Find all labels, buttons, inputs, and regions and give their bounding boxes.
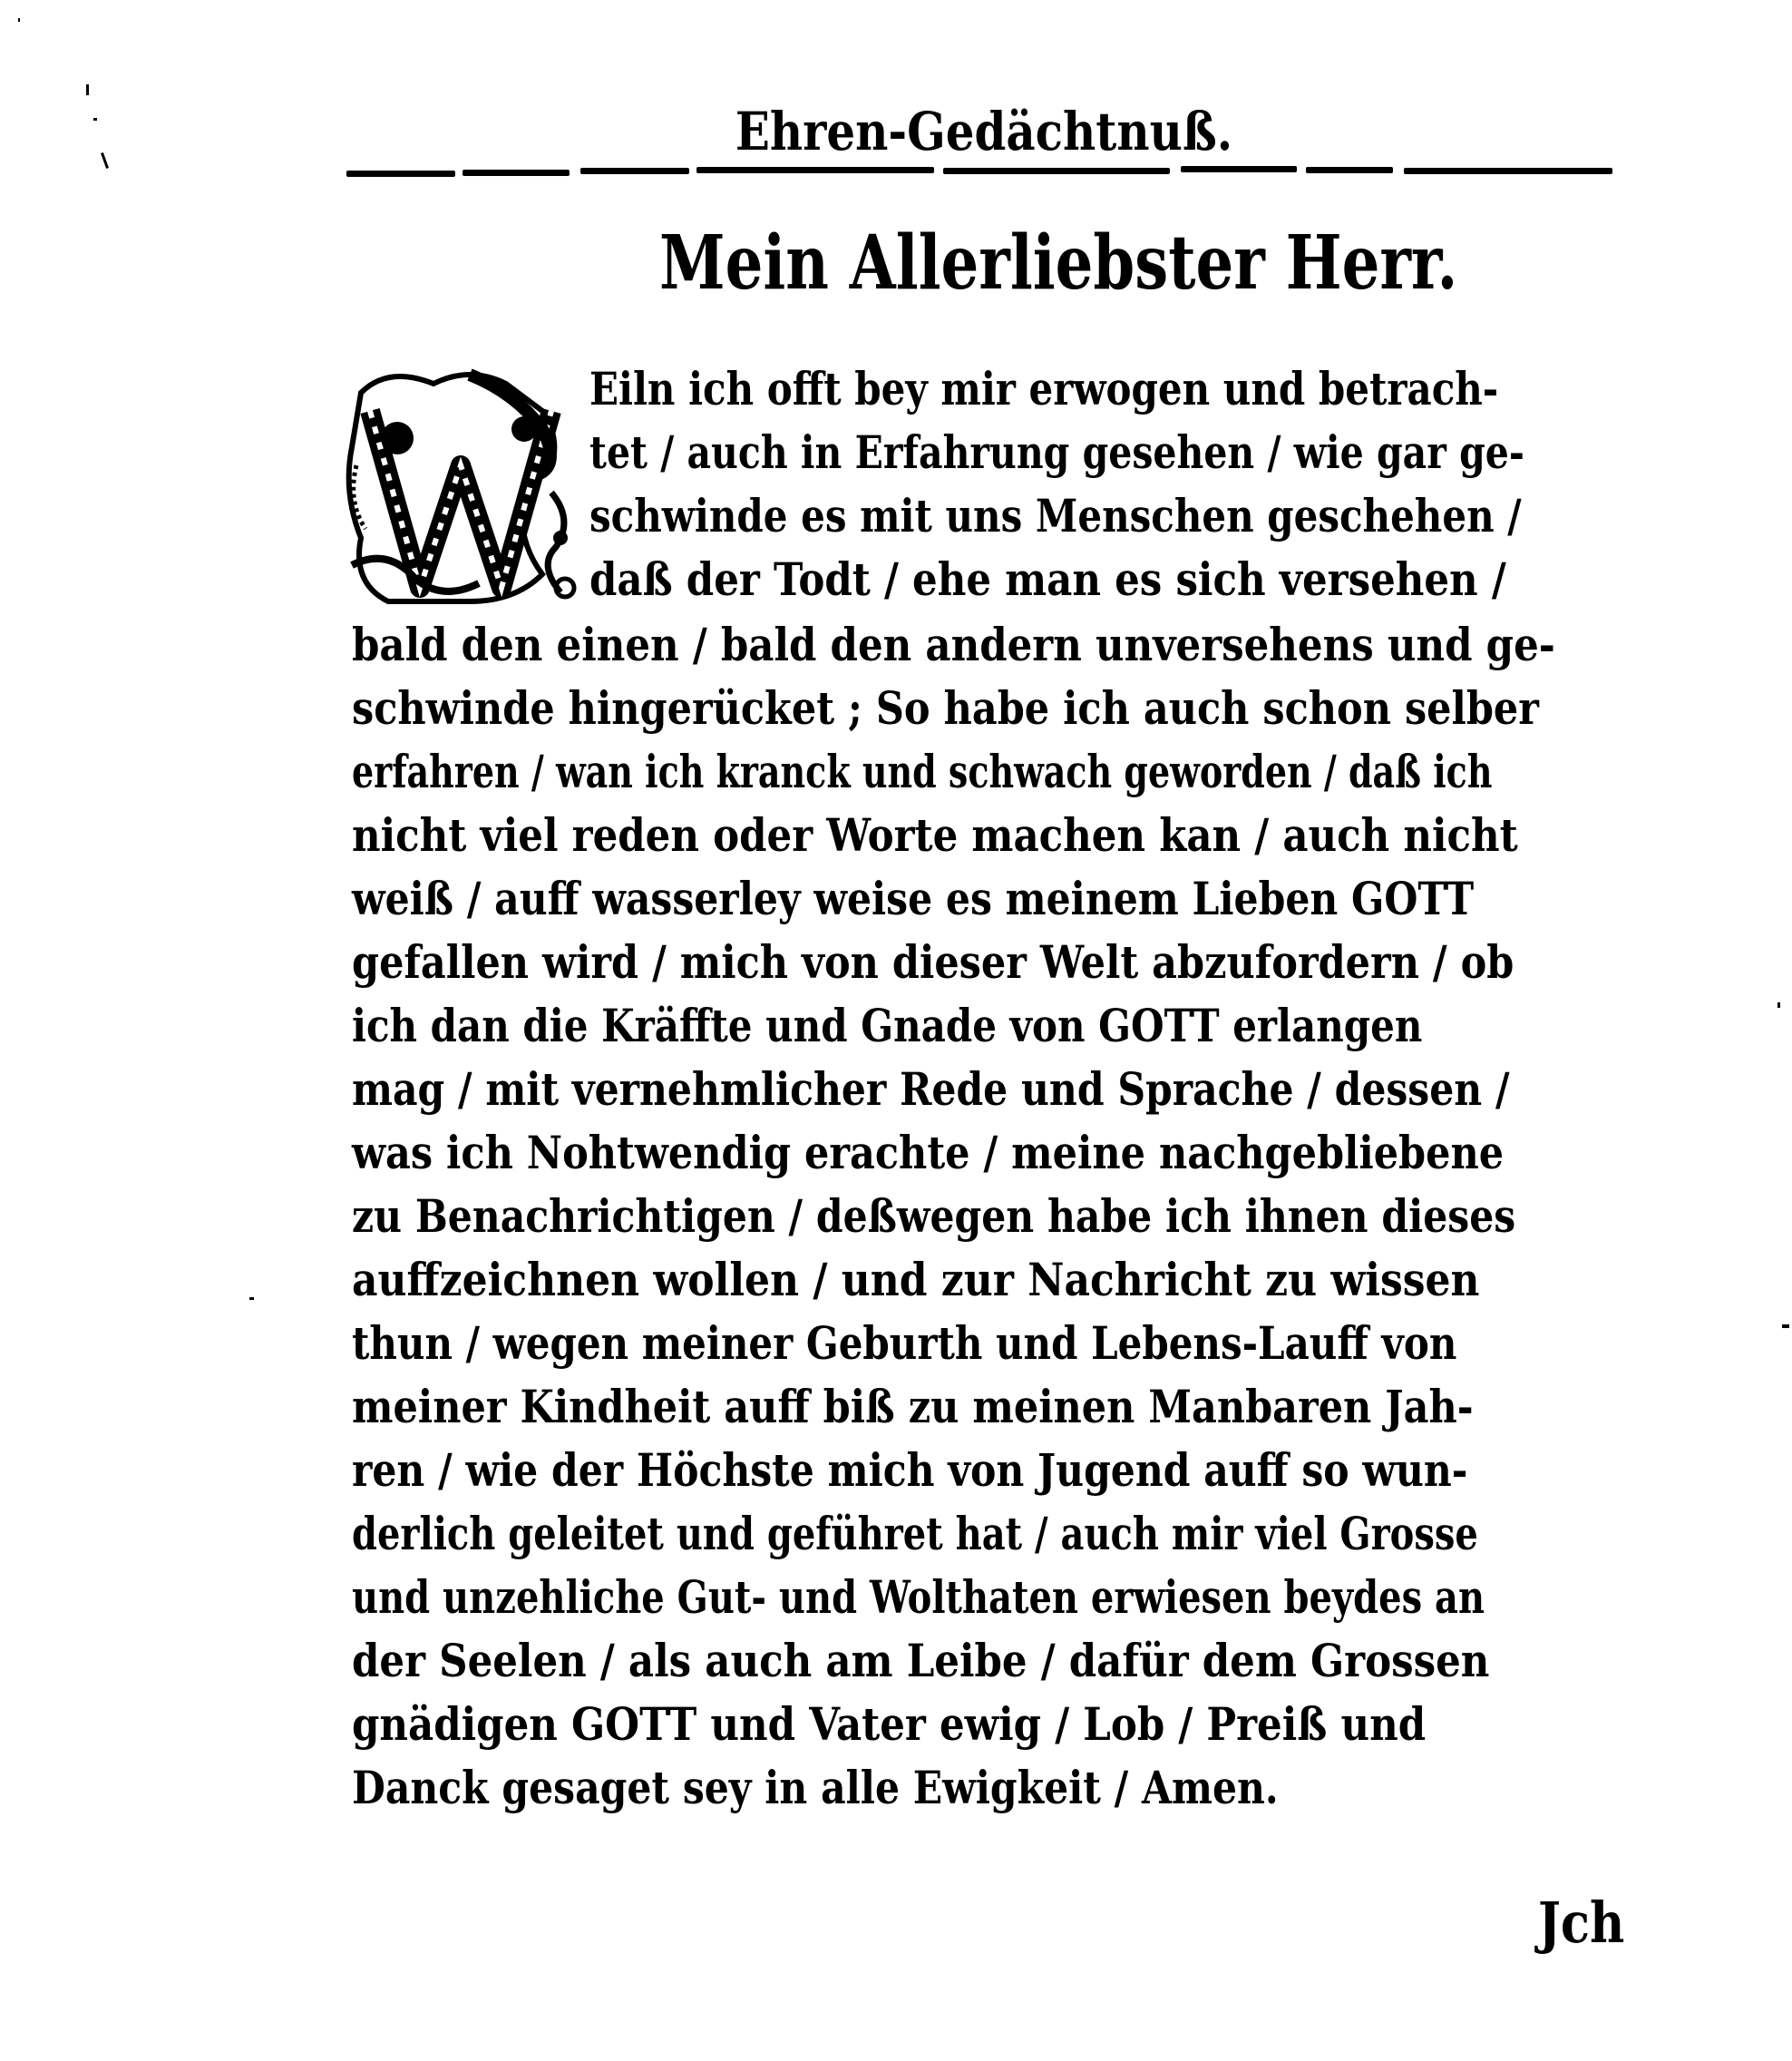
running-head: Ehren-Gedächtnuß. [735, 101, 1233, 162]
body-line: schwinde es mit uns Menschen geschehen / [589, 489, 1522, 542]
header-rule [346, 169, 1612, 178]
scan-speck [101, 152, 109, 169]
body-line: gefallen wird / mich von dieser Welt abzufordern / ob [352, 935, 1514, 989]
body-line: und unzehliche Gut- und Wolthaten erwiesen beydes an [352, 1570, 1485, 1624]
letter-salutation-heading: Mein Allerliebster Herr. [659, 220, 1458, 307]
body-line: erfahren / wan ich kranck und schwach geworden / daß ich [352, 745, 1493, 798]
body-line: der Seelen / als auch am Leibe / dafür dem Grossen [352, 1634, 1490, 1687]
body-line: bald den einen / bald den andern unversehens und ge- [352, 618, 1555, 671]
body-line: derlich geleitet und geführet hat / auch mir viel Grosse [352, 1507, 1478, 1560]
scan-speck [86, 84, 89, 95]
body-line: weiß / auff wasserley weise es meinem Lieben GOTT [352, 872, 1475, 925]
body-line: mag / mit vernehmlicher Rede und Sprache / dessen / [352, 1062, 1510, 1116]
scan-speck [1782, 1324, 1789, 1328]
body-line: tet / auch in Erfahrung gesehen / wie gar ge- [589, 425, 1524, 479]
scan-speck [249, 1297, 254, 1300]
rule-segment [346, 171, 455, 177]
body-line: Eiln ich offt bey mir erwogen und betrach- [589, 362, 1499, 415]
body-line: zu Benachrichtigen / deßwegen habe ich ihnen dieses [352, 1189, 1516, 1243]
rule-segment [696, 167, 934, 173]
scan-speck [93, 118, 97, 121]
ornamental-initial-w-icon [334, 357, 584, 614]
body-line: thun / wegen meiner Geburth und Lebens-Lauff von [352, 1316, 1457, 1370]
rule-segment [1404, 168, 1612, 174]
body-line: was ich Nohtwendig erachte / meine nachgebliebene [352, 1126, 1505, 1179]
body-line: Danck gesaget sey in alle Ewigkeit / Amen. [352, 1761, 1279, 1814]
catchword: Jch [1538, 1890, 1625, 1956]
body-line: ren / wie der Höchste mich von Jugend auff so wun- [352, 1443, 1468, 1497]
body-line: auffzeichnen wollen / und zur Nachricht zu wissen [352, 1253, 1480, 1306]
body-line: meiner Kindheit auff biß zu meinen Manbaren Jah- [352, 1380, 1474, 1433]
body-line: ich dan die Kräffte und Gnade von GOTT erlangen [352, 999, 1423, 1052]
rule-segment [1181, 166, 1297, 172]
body-line: gnädigen GOTT und Vater ewig / Lob / Preiß und [352, 1697, 1427, 1751]
body-line: nicht viel reden oder Worte machen kan / auch nicht [352, 808, 1518, 862]
scan-speck [18, 18, 20, 22]
rule-segment [580, 168, 689, 174]
rule-segment [463, 170, 570, 176]
body-line: daß der Todt / ehe man es sich versehen / [589, 552, 1506, 606]
body-line: schwinde hingerücket ; So habe ich auch schon selber [352, 681, 1539, 735]
rule-segment [1306, 167, 1393, 173]
scan-speck [1777, 1002, 1780, 1008]
rule-segment [943, 168, 1170, 174]
